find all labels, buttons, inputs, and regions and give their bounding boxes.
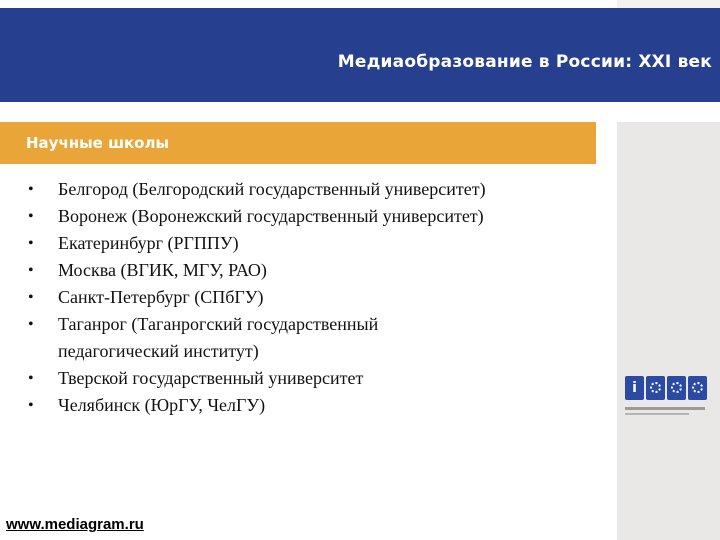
section-bar [0, 122, 596, 164]
section-title: Научные школы [26, 134, 170, 152]
bullet-icon: • [28, 397, 34, 414]
slide-title: Медиаобразование в России: XXI век [337, 52, 712, 72]
header-gap [0, 102, 720, 122]
bullet-icon: • [28, 235, 34, 252]
list-item [28, 284, 618, 311]
list-item-text: Санкт-Петербург (СПбГУ) [58, 287, 264, 307]
logo-caption-lines-icon [625, 406, 711, 418]
bullet-icon: • [28, 316, 34, 333]
logo-icons [625, 376, 711, 400]
logo-caption-graphic [625, 406, 711, 420]
logo-dotted-circle-icon [667, 376, 686, 400]
list-item [28, 392, 618, 419]
bullet-icon: • [28, 208, 34, 225]
list-item-text: Таганрог (Таганрогский государственный [58, 314, 379, 334]
bullet-icon: • [28, 370, 34, 387]
bullet-icon: • [28, 181, 34, 198]
side-strip-top [617, 0, 720, 8]
list-item-text: Екатеринбург (РГППУ) [58, 233, 239, 253]
list-item-text: Москва (ВГИК, МГУ, РАО) [58, 260, 267, 280]
list-item-text: Воронеж (Воронежский государственный университет) [58, 206, 484, 226]
logo-dotted-circle-icon [646, 376, 665, 400]
bullet-icon: • [28, 262, 34, 279]
partner-logo [625, 376, 711, 420]
list-item [28, 176, 618, 203]
logo-i-icon: i [625, 376, 644, 400]
list-item-text: Челябинск (ЮрГУ, ЧелГУ) [58, 395, 266, 415]
list-item [28, 365, 618, 392]
list-item-text-continued: педагогический институт) [58, 341, 259, 361]
list-item [28, 203, 618, 230]
list-item [28, 230, 618, 257]
bullet-icon: • [28, 289, 34, 306]
slide-header [0, 8, 720, 102]
list-item-text: Тверской государственный университет [58, 368, 364, 388]
schools-list [28, 176, 618, 419]
list-item [28, 257, 618, 284]
logo-dotted-circle-icon [688, 376, 707, 400]
list-item [28, 311, 618, 365]
website-link[interactable]: www.mediagram.ru [6, 516, 144, 533]
list-item-text: Белгород (Белгородский государственный университет) [58, 179, 486, 199]
